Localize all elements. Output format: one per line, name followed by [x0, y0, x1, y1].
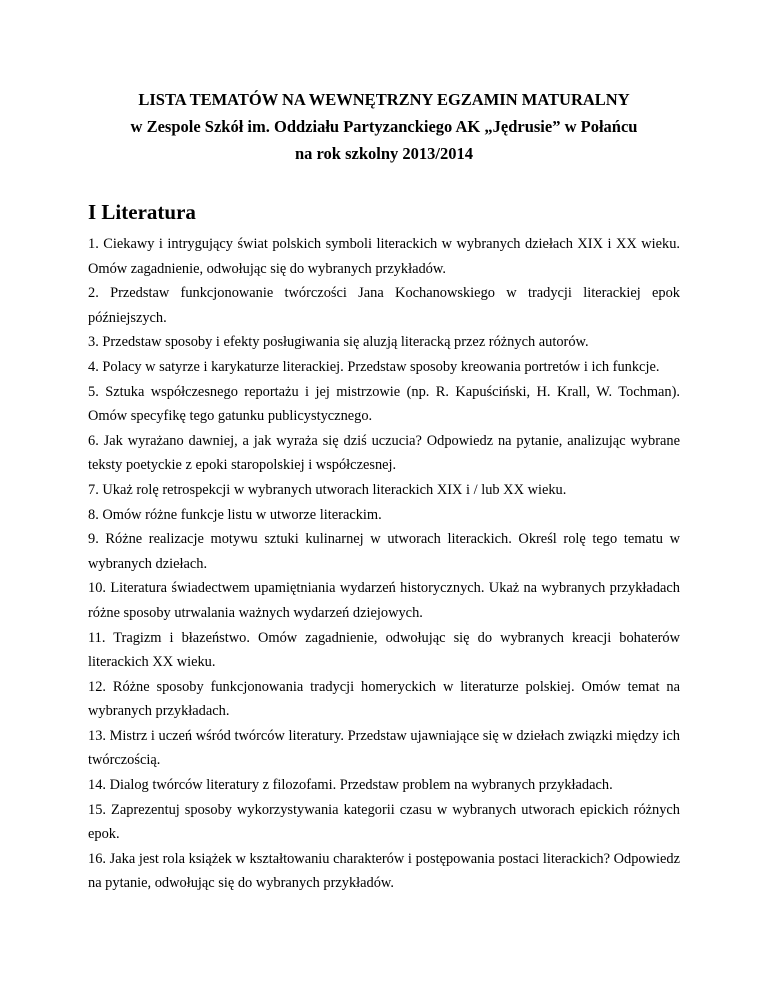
- topic-item: 14. Dialog twórców literatury z filozofami. Przedstaw problem na wybranych przykładach.: [88, 777, 613, 794]
- topic-item: 12. Różne sposoby funkcjonowania tradycji homeryckich w literaturze polskiej. Omów temat na wybranych przykładach.: [88, 678, 680, 720]
- topic-item: 13. Mistrz i uczeń wśród twórców literatury. Przedstaw ujawniające się w dziełach związki między ich twórczością.: [88, 727, 680, 769]
- topic-item: 15. Zaprezentuj sposoby wykorzystywania kategorii czasu w wybranych utworach epickich różnych epok.: [88, 801, 680, 843]
- topic-list: [88, 232, 680, 896]
- topic-item: 10. Literatura świadectwem upamiętniania wydarzeń historycznych. Ukaż na wybranych przykładach różne sposoby utrwalania ważnych wydarzeń dziejowych.: [88, 580, 680, 621]
- topic-item: 16. Jaka jest rola książek w kształtowaniu charakterów i postępowania postaci literackich? Odpowiedz na pytanie, odwołując się do wybranych przykładów.: [88, 850, 680, 892]
- title-line-3: na rok szkolny 2013/2014: [294, 144, 474, 163]
- title-line-1: LISTA TEMATÓW NA WEWNĘTRZNY EGZAMIN MATURALNY: [138, 90, 630, 109]
- topic-item: 2. Przedstaw funkcjonowanie twórczości Jana Kochanowskiego w tradycji literackiej epok późniejszych.: [88, 285, 680, 326]
- topic-item: 11. Tragizm i błazeństwo. Omów zagadnienie, odwołując się do wybranych kreacji bohaterów literackich XX wieku.: [88, 629, 680, 671]
- topic-item: 9. Różne realizacje motywu sztuki kulinarnej w utworach literackich. Określ rolę tego tematu w wybranych dziełach.: [88, 531, 680, 572]
- topic-item: 5. Sztuka współczesnego reportażu i jej mistrzowie (np. R. Kapuściński, H. Krall, W. Tochman). Omów specyfikę tego gatunku publicystycznego.: [88, 383, 680, 425]
- topic-item: 3. Przedstaw sposoby i efekty posługiwania się aluzją literacką przez różnych autorów.: [88, 334, 589, 351]
- topic-item: 4. Polacy w satyrze i karykaturze literackiej. Przedstaw sposoby kreowania portretów i ich funkcje.: [88, 358, 660, 375]
- topic-item: 7. Ukaż rolę retrospekcji w wybranych utworach literackich XIX i / lub XX wieku.: [88, 481, 567, 498]
- topic-item: 8. Omów różne funkcje listu w utworze literackim.: [88, 506, 382, 523]
- section-heading: I Literatura: [88, 200, 196, 224]
- topic-item: 1. Ciekawy i intrygujący świat polskich symboli literackich w wybranych dziełach XIX i XX wieku. Omów zagadnienie, odwołując się do wybranych przykładów.: [88, 236, 680, 277]
- document-title: [88, 86, 680, 167]
- topic-item: 6. Jak wyrażano dawniej, a jak wyraża się dziś uczucia? Odpowiedz na pytanie, analizując wybrane teksty poetyckie z epoki staropolskiej i współczesnej.: [88, 432, 680, 474]
- title-line-2: w Zespole Szkół im. Oddziału Partyzanckiego AK „Jędrusie” w Połańcu: [130, 117, 638, 136]
